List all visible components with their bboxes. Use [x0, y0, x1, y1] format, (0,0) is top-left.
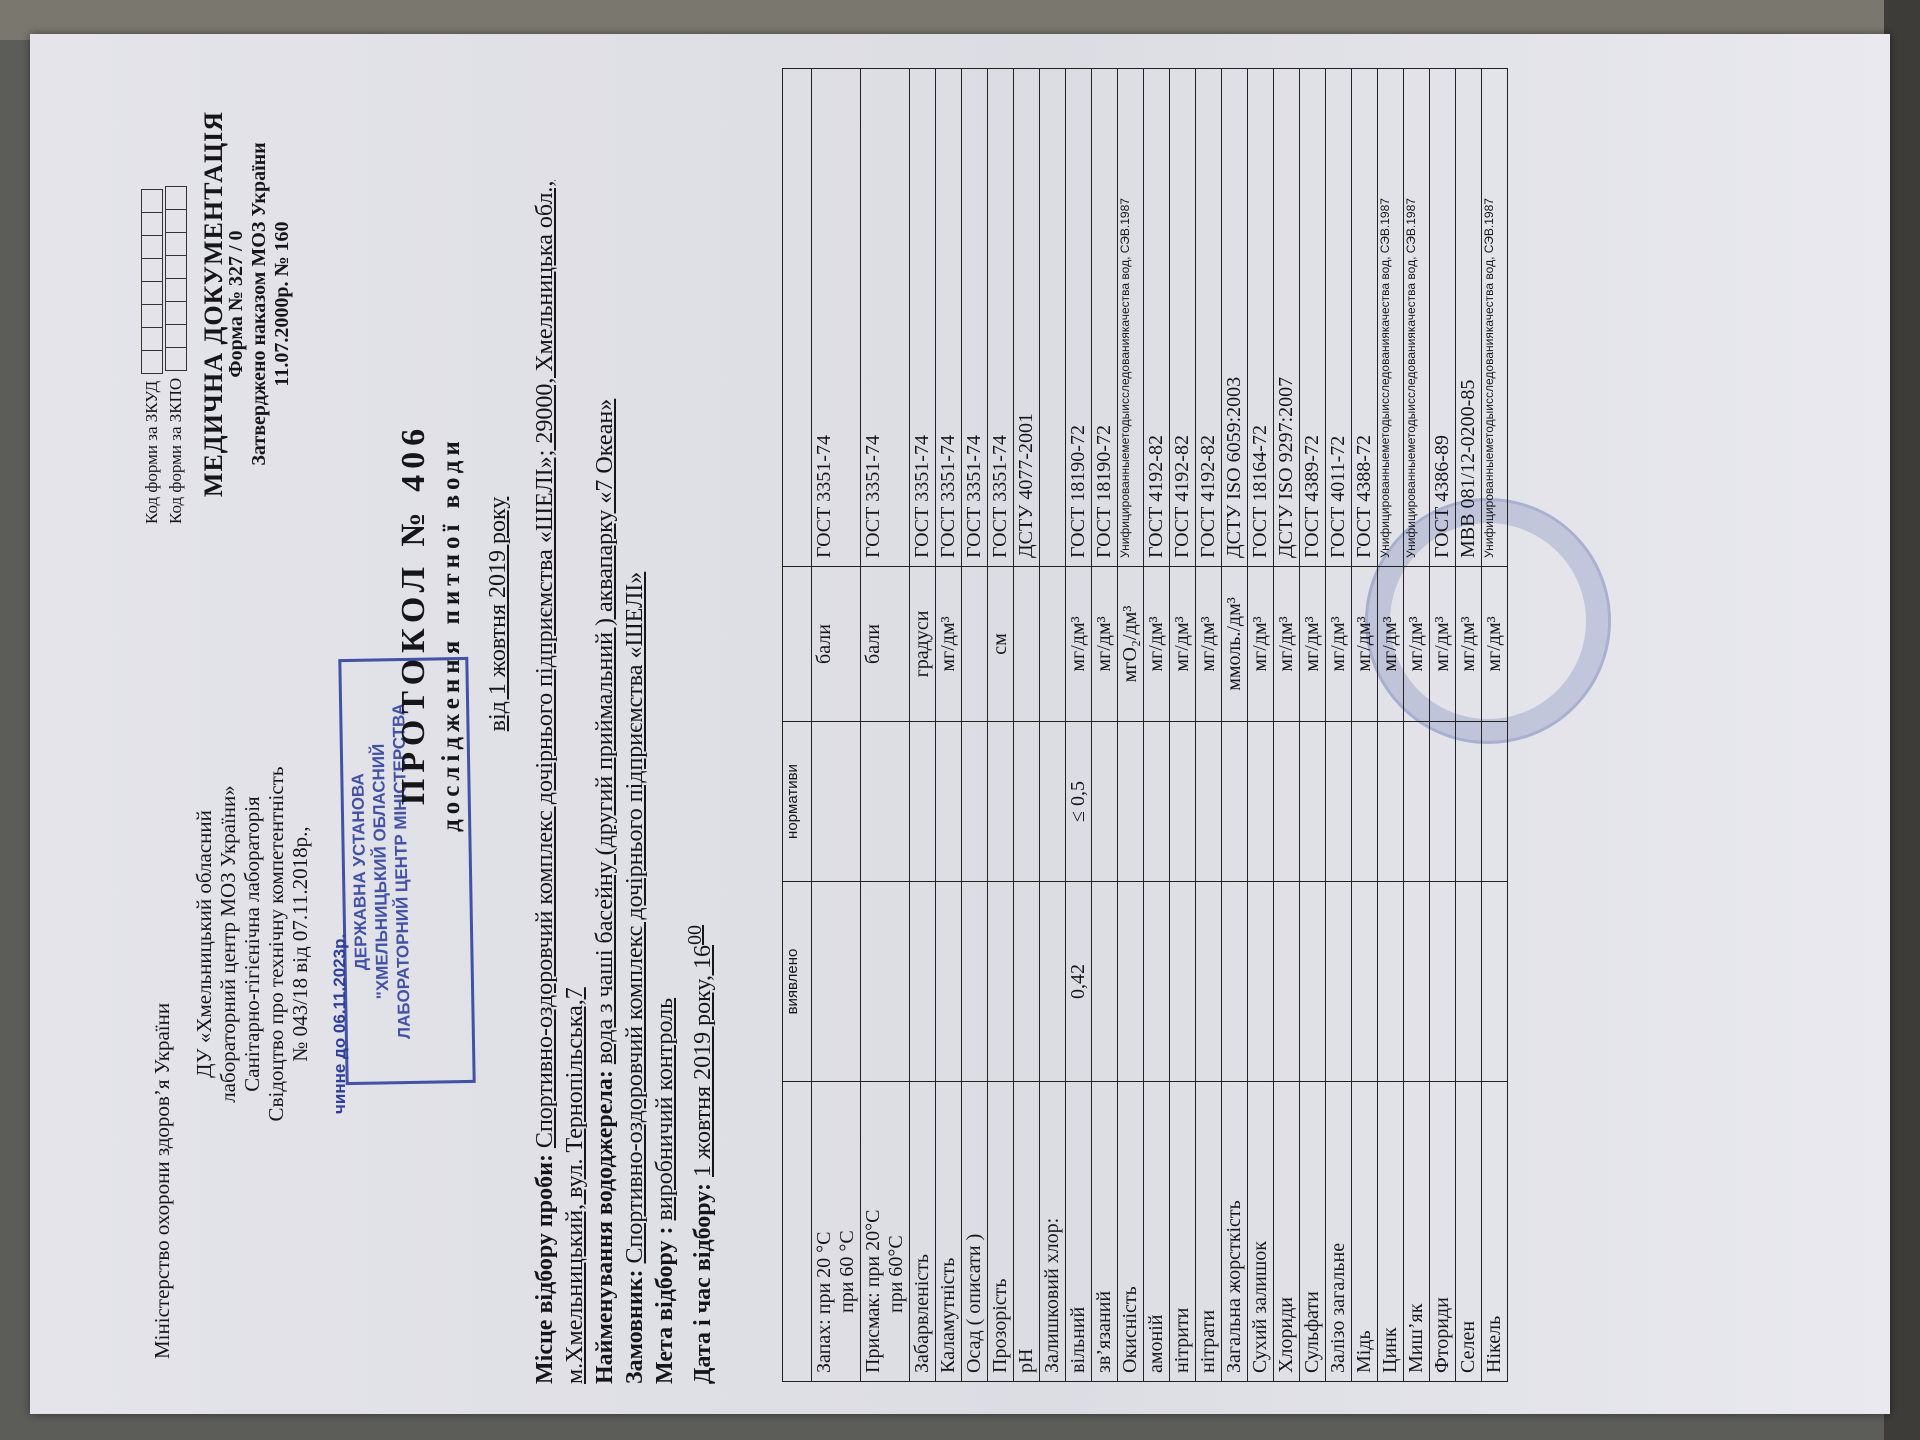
- table-row: [1066, 69, 1092, 1382]
- method-cell: [1378, 69, 1404, 567]
- indicator-cell-text: Селен: [1457, 1320, 1479, 1373]
- indicator-cell-text: Прозорість: [989, 1278, 1011, 1373]
- results-table: [782, 68, 1508, 1382]
- norm-cell: [1066, 722, 1092, 882]
- method-cell-text: ГОСТ 3351-74: [862, 435, 884, 558]
- ministry-name: Міністерство охорони здоров’я України: [150, 1002, 174, 1359]
- method-cell-text: Унифицированныеметодыисследованиякачества вод, СЭВ.1987: [1378, 198, 1392, 558]
- unit-cell: [1222, 567, 1248, 722]
- found-cell: [1274, 882, 1300, 1082]
- table-row: [1300, 69, 1326, 1382]
- code-boxes: [165, 186, 187, 370]
- header-cell: нормативи: [783, 722, 812, 882]
- unit-cell-text: мг/дм³: [1275, 616, 1297, 672]
- found-cell: [1196, 882, 1222, 1082]
- header-cell: виявлено: [783, 882, 812, 1082]
- water-source: [590, 104, 620, 1384]
- value: 1 жовтня 2019 року, 16: [690, 944, 716, 1177]
- method-cell-text: Унифицированныеметодыисследованиякачества вод, СЭВ.1987: [1482, 198, 1496, 558]
- sampling-datetime: [680, 104, 718, 1384]
- unit-cell-text: мг/дм³: [1327, 616, 1349, 672]
- table-row: [988, 69, 1014, 1382]
- found-cell: [1040, 882, 1066, 1082]
- indicator-cell: [812, 1082, 861, 1382]
- unit-cell: [1482, 567, 1508, 722]
- method-cell-text: МВВ 081/12-0200-85: [1457, 379, 1479, 558]
- found-cell: [1118, 882, 1144, 1082]
- unit-cell-text: мг/дм³: [1249, 616, 1271, 672]
- approved-by: Затверджено наказом МОЗ України: [248, 142, 270, 466]
- indicator-cell: [1092, 1082, 1118, 1382]
- med-doc-title: МЕДИЧНА ДОКУМЕНТАЦІЯ: [199, 110, 228, 498]
- unit-cell: [1456, 567, 1482, 722]
- unit-cell-text: бали: [813, 624, 835, 664]
- norm-cell: [1326, 722, 1352, 882]
- indicator-cell-text: Залізо загальне: [1327, 1242, 1349, 1373]
- found-cell: [1222, 882, 1248, 1082]
- unit-cell-text: мг/дм³: [1405, 616, 1427, 672]
- indicator-cell-text: Фториди: [1431, 1297, 1453, 1373]
- table-row: [1248, 69, 1274, 1382]
- method-cell-text: ГОСТ 4192-82: [1145, 435, 1167, 558]
- indicator-cell: [1404, 1082, 1430, 1382]
- found-cell: [1352, 882, 1378, 1082]
- indicator-cell-text: Цинк: [1379, 1327, 1401, 1373]
- method-cell-text: ГОСТ 3351-74: [937, 435, 959, 558]
- indicator-cell: [1430, 1082, 1456, 1382]
- norm-cell: [1092, 722, 1118, 882]
- norm-cell: [1274, 722, 1300, 882]
- method-cell: [1196, 69, 1222, 567]
- found-cell: [861, 882, 910, 1082]
- method-cell: [1300, 69, 1326, 567]
- norm-cell: [1118, 722, 1144, 882]
- unit-cell: [1378, 567, 1404, 722]
- unit-cell-text: мг/дм³: [1483, 616, 1505, 672]
- indicator-cell-text: Забарвленість: [911, 1254, 933, 1373]
- method-cell-text: ГОСТ 3351-74: [911, 435, 933, 558]
- form-number: Форма № 327 / 0: [225, 230, 247, 378]
- code-boxes: [141, 189, 163, 373]
- found-cell: [1456, 882, 1482, 1082]
- unit-cell: [1404, 567, 1430, 722]
- org-line: ДУ «Хмельницький обласний: [192, 810, 216, 1078]
- indicator-cell: [1170, 1082, 1196, 1382]
- method-cell: [910, 69, 936, 567]
- method-cell: [1222, 69, 1248, 567]
- table-row: [1170, 69, 1196, 1382]
- method-cell: [962, 69, 988, 567]
- indicator-cell-text: вільний: [1067, 1306, 1089, 1373]
- protocol-title: ПРОТОКОЛ № 406: [395, 422, 432, 806]
- method-cell-text: ДСТУ 4077-2001: [1015, 412, 1037, 558]
- found-cell-text: 0,42: [1067, 964, 1089, 999]
- label: Мета відбору :: [652, 1226, 678, 1384]
- found-cell: [1300, 882, 1326, 1082]
- table-row: [1014, 69, 1040, 1382]
- code-zkud-row: [140, 186, 164, 524]
- table-row: [1118, 69, 1144, 1382]
- indicator-cell-text: Загальна жорсткість: [1223, 1200, 1245, 1373]
- document-content: [30, 34, 1890, 1414]
- method-cell-text: Унифицированныеметодыисследованиякачества вод, СЭВ.1987: [1118, 198, 1132, 558]
- unit-cell: [1014, 567, 1040, 722]
- found-cell: [936, 882, 962, 1082]
- unit-cell: [861, 567, 910, 722]
- method-cell: [1014, 69, 1040, 567]
- method-cell-text: ГОСТ 4389-72: [1301, 435, 1323, 558]
- unit-cell: [936, 567, 962, 722]
- indicator-cell-text: Присмак: при 20°С: [862, 1209, 884, 1373]
- unit-cell: [1300, 567, 1326, 722]
- method-cell-text: ГОСТ 18190-72: [1093, 425, 1115, 558]
- unit-cell: [1118, 567, 1144, 722]
- unit-cell-text: мг/дм³: [1171, 616, 1193, 672]
- found-cell: [1014, 882, 1040, 1082]
- table-row: [1040, 69, 1066, 1382]
- code-zkud-label: Код форми за ЗКУД: [142, 380, 161, 524]
- method-cell: [1092, 69, 1118, 567]
- table-row: [910, 69, 936, 1382]
- table-row: [812, 69, 861, 1382]
- indicator-cell-line2: при 60 °С: [836, 1230, 858, 1313]
- validity-note: чинне до 06.11.2023р.: [330, 933, 349, 1114]
- indicator-cell-text: Хлориди: [1275, 1296, 1297, 1373]
- sampling-purpose: [650, 104, 680, 1384]
- norm-cell: [910, 722, 936, 882]
- form-codes: [140, 186, 188, 524]
- method-cell-text: ГОСТ 3351-74: [989, 435, 1011, 558]
- unit-cell: [1092, 567, 1118, 722]
- found-cell: [1066, 882, 1092, 1082]
- norm-cell: [1248, 722, 1274, 882]
- org-line: № 043/18 від 07.11.2018р.,: [288, 826, 312, 1062]
- norm-cell: [1456, 722, 1482, 882]
- indicator-cell: [1040, 1082, 1066, 1382]
- norm-cell: [1222, 722, 1248, 882]
- unit-cell: [910, 567, 936, 722]
- unit-cell-text: мг/дм³: [1353, 616, 1375, 672]
- value: Спортивно-оздоровчий комплекс дочірнього підприємства «ШЕЛІ»; 29000, Хмельницька обл., м.Хмельницький, вул. Тернопільська,7: [532, 180, 588, 1384]
- approved-date: 11.07.2000р. № 160: [271, 221, 293, 387]
- table-row: [1430, 69, 1456, 1382]
- unit-cell-text: см: [989, 633, 1011, 655]
- method-cell: [936, 69, 962, 567]
- method-cell-text: ГОСТ 4192-82: [1171, 435, 1193, 558]
- norm-cell: [861, 722, 910, 882]
- unit-cell: [962, 567, 988, 722]
- table-row: [962, 69, 988, 1382]
- method-cell-text: ГОСТ 18164-72: [1249, 425, 1271, 558]
- method-cell: [812, 69, 861, 567]
- indicator-cell-text: Запах: при 20 °С: [813, 1231, 835, 1373]
- norm-cell: [1040, 722, 1066, 882]
- org-line: лабораторний центр МОЗ України»: [216, 785, 240, 1103]
- indicator-cell-text: Мідь: [1353, 1330, 1375, 1373]
- table-row: [1404, 69, 1430, 1382]
- found-cell: [962, 882, 988, 1082]
- norm-cell: [1196, 722, 1222, 882]
- value: Спортивно-оздоровчий комплекс дочірнього підприємства «ШЕЛІ»: [622, 571, 648, 1264]
- norm-cell: [1378, 722, 1404, 882]
- stamp-line: ЛАБОРАТОРНИЙ ЦЕНТР МІНІСТЕРСТВА: [389, 703, 414, 1040]
- found-cell: [988, 882, 1014, 1082]
- table-row: [1196, 69, 1222, 1382]
- indicator-cell: [988, 1082, 1014, 1382]
- indicator-cell-text: Каламутність: [937, 1257, 959, 1373]
- unit-cell-text: мг/дм³: [1093, 616, 1115, 672]
- unit-cell: [1170, 567, 1196, 722]
- norm-cell: [1170, 722, 1196, 882]
- org-line: Свідоцтво про технічну компетентність: [264, 766, 288, 1122]
- protocol-date: від 1 жовтня 2019 року: [485, 496, 511, 732]
- unit-cell-text: мг/дм³: [1197, 616, 1219, 672]
- unit-cell-text: мг/дм³: [1067, 616, 1089, 672]
- table-body: [812, 69, 1508, 1382]
- header-cell: [783, 567, 812, 722]
- norm-cell: [962, 722, 988, 882]
- method-cell: [1326, 69, 1352, 567]
- method-cell: [1066, 69, 1092, 567]
- indicator-cell: [1196, 1082, 1222, 1382]
- method-cell: [1170, 69, 1196, 567]
- method-cell-text: ГОСТ 4388-72: [1353, 435, 1375, 558]
- indicator-cell-text: Сульфати: [1301, 1291, 1323, 1373]
- method-cell: [1430, 69, 1456, 567]
- indicator-cell: [861, 1082, 910, 1382]
- table-row: [1092, 69, 1118, 1382]
- unit-cell-text: мг/дм³: [1145, 616, 1167, 672]
- table-row: [1274, 69, 1300, 1382]
- method-cell: [1352, 69, 1378, 567]
- indicator-cell-text: Сухий залишок: [1249, 1240, 1271, 1373]
- unit-cell-text: мг/дм³: [937, 616, 959, 672]
- indicator-cell: [1300, 1082, 1326, 1382]
- table-row: [1326, 69, 1352, 1382]
- method-cell-text: Унифицированныеметодыисследованиякачества вод, СЭВ.1987: [1404, 198, 1418, 558]
- method-cell-text: ДСТУ ISO 9297:2007: [1275, 376, 1297, 558]
- unit-cell: [1274, 567, 1300, 722]
- method-cell: [1118, 69, 1144, 567]
- indicator-cell-line2: при 60°С: [885, 1235, 907, 1313]
- found-cell: [1482, 882, 1508, 1082]
- unit-cell-text: мг/дм³: [1431, 616, 1453, 672]
- unit-cell: [1066, 567, 1092, 722]
- label: Дата і час відбору:: [690, 1183, 716, 1384]
- header-cell: [783, 1082, 812, 1382]
- norm-cell: [1300, 722, 1326, 882]
- norm-cell: [988, 722, 1014, 882]
- label: Найменування вододжерела:: [592, 1070, 618, 1384]
- method-cell-text: ГОСТ 4192-82: [1197, 435, 1219, 558]
- org-line: Санітарно-гігієнічна лабораторія: [240, 796, 264, 1092]
- indicator-cell: [1144, 1082, 1170, 1382]
- protocol-subtitle: дослідження питної води: [438, 436, 465, 832]
- stamp-line: "ХМЕЛЬНИЦЬКИЙ ОБЛАСНИЙ: [368, 743, 393, 1000]
- table-row: [1378, 69, 1404, 1382]
- value: вода з чаші басейну (другий приймальний ) аквапарку «7 Океан»: [592, 398, 618, 1065]
- found-cell: [910, 882, 936, 1082]
- indicator-cell-text: pH: [1015, 1348, 1037, 1373]
- indicator-cell-text: зв’язаний: [1093, 1290, 1115, 1373]
- label: Замовник:: [622, 1269, 648, 1384]
- sample-place: [530, 104, 590, 1384]
- found-cell: [1378, 882, 1404, 1082]
- indicator-cell: [910, 1082, 936, 1382]
- unit-cell: [1430, 567, 1456, 722]
- indicator-cell-text: Нікель: [1483, 1315, 1505, 1373]
- norm-cell: [1482, 722, 1508, 882]
- table-row: [861, 69, 910, 1382]
- table-row: [1456, 69, 1482, 1382]
- found-cell: [1404, 882, 1430, 1082]
- method-cell-text: ГОСТ 3351-74: [813, 435, 835, 558]
- indicator-cell: [1456, 1082, 1482, 1382]
- indicator-cell: [962, 1082, 988, 1382]
- indicator-cell: [1378, 1082, 1404, 1382]
- code-zkpo-row: [164, 186, 188, 524]
- method-cell-text: ГОСТ 3351-74: [963, 435, 985, 558]
- table-header-row: [783, 69, 812, 1382]
- stamp-line: ДЕРЖАВНА УСТАНОВА: [348, 773, 371, 971]
- unit-cell-text: ммоль./дм³: [1223, 597, 1245, 691]
- medical-documentation-block: [199, 44, 294, 564]
- found-cell: [1430, 882, 1456, 1082]
- unit-cell: [1352, 567, 1378, 722]
- found-cell: [1144, 882, 1170, 1082]
- table-row: [1144, 69, 1170, 1382]
- unit-cell-text: мг/дм³: [1457, 616, 1479, 672]
- unit-cell-text: мг/дм³: [1301, 616, 1323, 672]
- time-minutes: 00: [684, 924, 706, 945]
- unit-cell: [1326, 567, 1352, 722]
- unit-cell-text: градуси: [911, 610, 933, 678]
- indicator-cell: [1482, 1082, 1508, 1382]
- found-cell: [812, 882, 861, 1082]
- method-cell-text: ДСТУ ISO 6059:2003: [1223, 376, 1245, 558]
- method-cell-text: ГОСТ 4386-89: [1431, 435, 1453, 558]
- norm-cell: [1352, 722, 1378, 882]
- norm-cell-text: ≤ 0,5: [1067, 781, 1089, 822]
- indicator-cell: [1118, 1082, 1144, 1382]
- table-row: [1482, 69, 1508, 1382]
- method-cell: [1040, 69, 1066, 567]
- label: Місце відбору проби:: [532, 1154, 558, 1384]
- customer: [620, 104, 650, 1384]
- indicator-cell-text: нітрати: [1197, 1309, 1219, 1373]
- unit-cell-text: мгО₂/дм³: [1119, 605, 1141, 683]
- unit-cell: [1040, 567, 1066, 722]
- method-cell: [988, 69, 1014, 567]
- found-cell: [1326, 882, 1352, 1082]
- indicator-cell: [1352, 1082, 1378, 1382]
- unit-cell-text: бали: [862, 624, 884, 664]
- method-cell: [861, 69, 910, 567]
- norm-cell: [1014, 722, 1040, 882]
- norm-cell: [1430, 722, 1456, 882]
- norm-cell: [936, 722, 962, 882]
- indicator-cell-text: Залишковий хлор:: [1041, 1217, 1063, 1373]
- indicator-cell-text: нітрити: [1171, 1307, 1193, 1373]
- document-sheet: [30, 34, 1890, 1414]
- unit-cell: [1196, 567, 1222, 722]
- found-cell: [1092, 882, 1118, 1082]
- method-cell-text: ГОСТ 4011-72: [1327, 435, 1349, 558]
- indicator-cell: [1014, 1082, 1040, 1382]
- norm-cell: [812, 722, 861, 882]
- indicator-cell: [1274, 1082, 1300, 1382]
- indicator-cell: [1066, 1082, 1092, 1382]
- unit-cell: [812, 567, 861, 722]
- indicator-cell-text: Миш’як: [1405, 1303, 1427, 1373]
- indicator-cell-text: Осад ( описати ): [963, 1233, 985, 1373]
- indicator-cell: [936, 1082, 962, 1382]
- unit-cell: [1144, 567, 1170, 722]
- sample-info: [530, 104, 718, 1384]
- method-cell: [1144, 69, 1170, 567]
- unit-cell: [988, 567, 1014, 722]
- method-cell: [1404, 69, 1430, 567]
- unit-cell: [1248, 567, 1274, 722]
- indicator-cell: [1248, 1082, 1274, 1382]
- indicator-cell: [1326, 1082, 1352, 1382]
- organization-block: [192, 684, 312, 1204]
- code-zkpo-label: Код форми за ЗКПО: [166, 377, 185, 524]
- unit-cell-text: мг/дм³: [1379, 616, 1401, 672]
- header-cell: [783, 69, 812, 567]
- indicator-cell: [1222, 1082, 1248, 1382]
- table-row: [936, 69, 962, 1382]
- indicator-cell-text: амоній: [1145, 1314, 1167, 1373]
- method-cell-text: ГОСТ 18190-72: [1067, 425, 1089, 558]
- found-cell: [1170, 882, 1196, 1082]
- method-cell: [1482, 69, 1508, 567]
- method-cell: [1456, 69, 1482, 567]
- value: виробничий контроль: [652, 997, 678, 1221]
- indicator-cell-text: Окисність: [1119, 1286, 1141, 1373]
- norm-cell: [1144, 722, 1170, 882]
- table-row: [1222, 69, 1248, 1382]
- table-row: [1352, 69, 1378, 1382]
- norm-cell: [1404, 722, 1430, 882]
- method-cell: [1274, 69, 1300, 567]
- found-cell: [1248, 882, 1274, 1082]
- method-cell: [1248, 69, 1274, 567]
